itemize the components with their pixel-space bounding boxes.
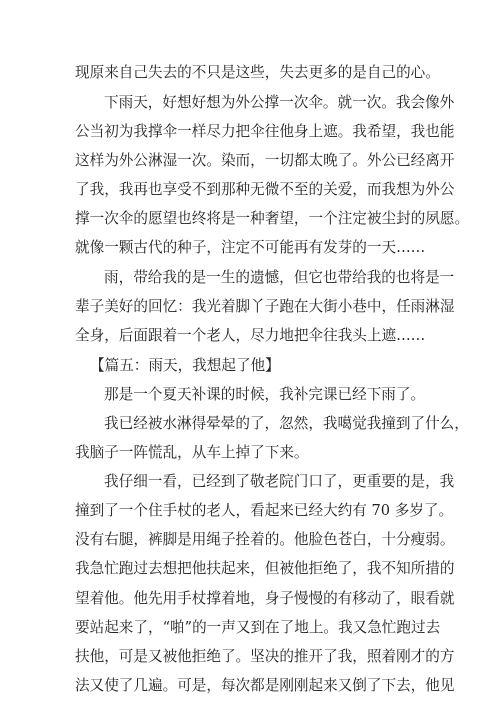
text-line-20: 要站起来了，“啪”的一声又到在了地上。我又急忙跑过去: [75, 619, 441, 636]
text-line-18: 我急忙跑过去想把他扶起来，但被他拒绝了，我不知所措的: [75, 560, 455, 577]
text-line-17: 没有右腿，裤脚是用绳子拴着的。他脸色苍白，十分瘦弱。: [75, 531, 455, 548]
text-line-14: 我脑子一阵慌乱，从车上掉了下来。: [75, 444, 309, 461]
text-line-4: 这样为外公淋湿一次。染而，一切都太晚了。外公已经离开: [75, 152, 455, 169]
text-line-7: 就像一颗古代的种子，注定不可能再有发芽的一天……: [75, 239, 426, 256]
text-line-16: 撞到了一个住手杖的老人，看起来已经大约有 70 多岁了。: [75, 502, 454, 519]
text-line-15: 我仔细一看，已经到了敬老院门口了，更重要的是，我: [104, 473, 455, 490]
text-line-13: 我已经被水淋得晕晕的了，忽然，我噶觉我撞到了什么，: [104, 415, 469, 432]
text-line-22: 法又使了几遍。可是，每次都是刚刚起来又倒了下去，他见: [75, 677, 455, 694]
text-line-9: 辈子美好的回忆：我光着脚丫子跑在大街小巷中，任雨淋湿: [75, 298, 455, 315]
text-line-6: 撑一次伞的愿望也终将是一种奢望，一个注定被尘封的夙愿。: [75, 210, 470, 227]
text-line-8: 雨，带给我的是一生的遗憾，但它也带给我的也将是一: [104, 269, 455, 286]
text-line-5: 了我，我再也享受不到那种无微不至的关爱，而我想为外公: [75, 181, 455, 198]
section-heading: 【篇五：雨天，我想起了他】: [90, 357, 280, 374]
text-line-12: 那是一个夏天补课的时候，我补完课已经下雨了。: [104, 386, 426, 403]
text-line-21: 扶他，可是又被他拒绝了。坚决的推开了我，照着刚才的方: [75, 648, 455, 665]
text-line-3: 公当初为我撑伞一样尽力把伞往他身上遮。我希望，我也能: [75, 123, 455, 140]
text-line-10: 全身，后面跟着一个老人，尽力地把伞往我头上遮……: [75, 327, 426, 344]
text-line-1: 现原来自己失去的不只是这些，失去更多的是自己的心。: [75, 64, 440, 81]
text-line-19: 望着他。他先用手杖撑着地，身子慢慢的有移动了，眼看就: [75, 590, 455, 607]
text-line-2: 下雨天，好想好想为外公撑一次伞。就一次。我会像外: [104, 94, 455, 111]
